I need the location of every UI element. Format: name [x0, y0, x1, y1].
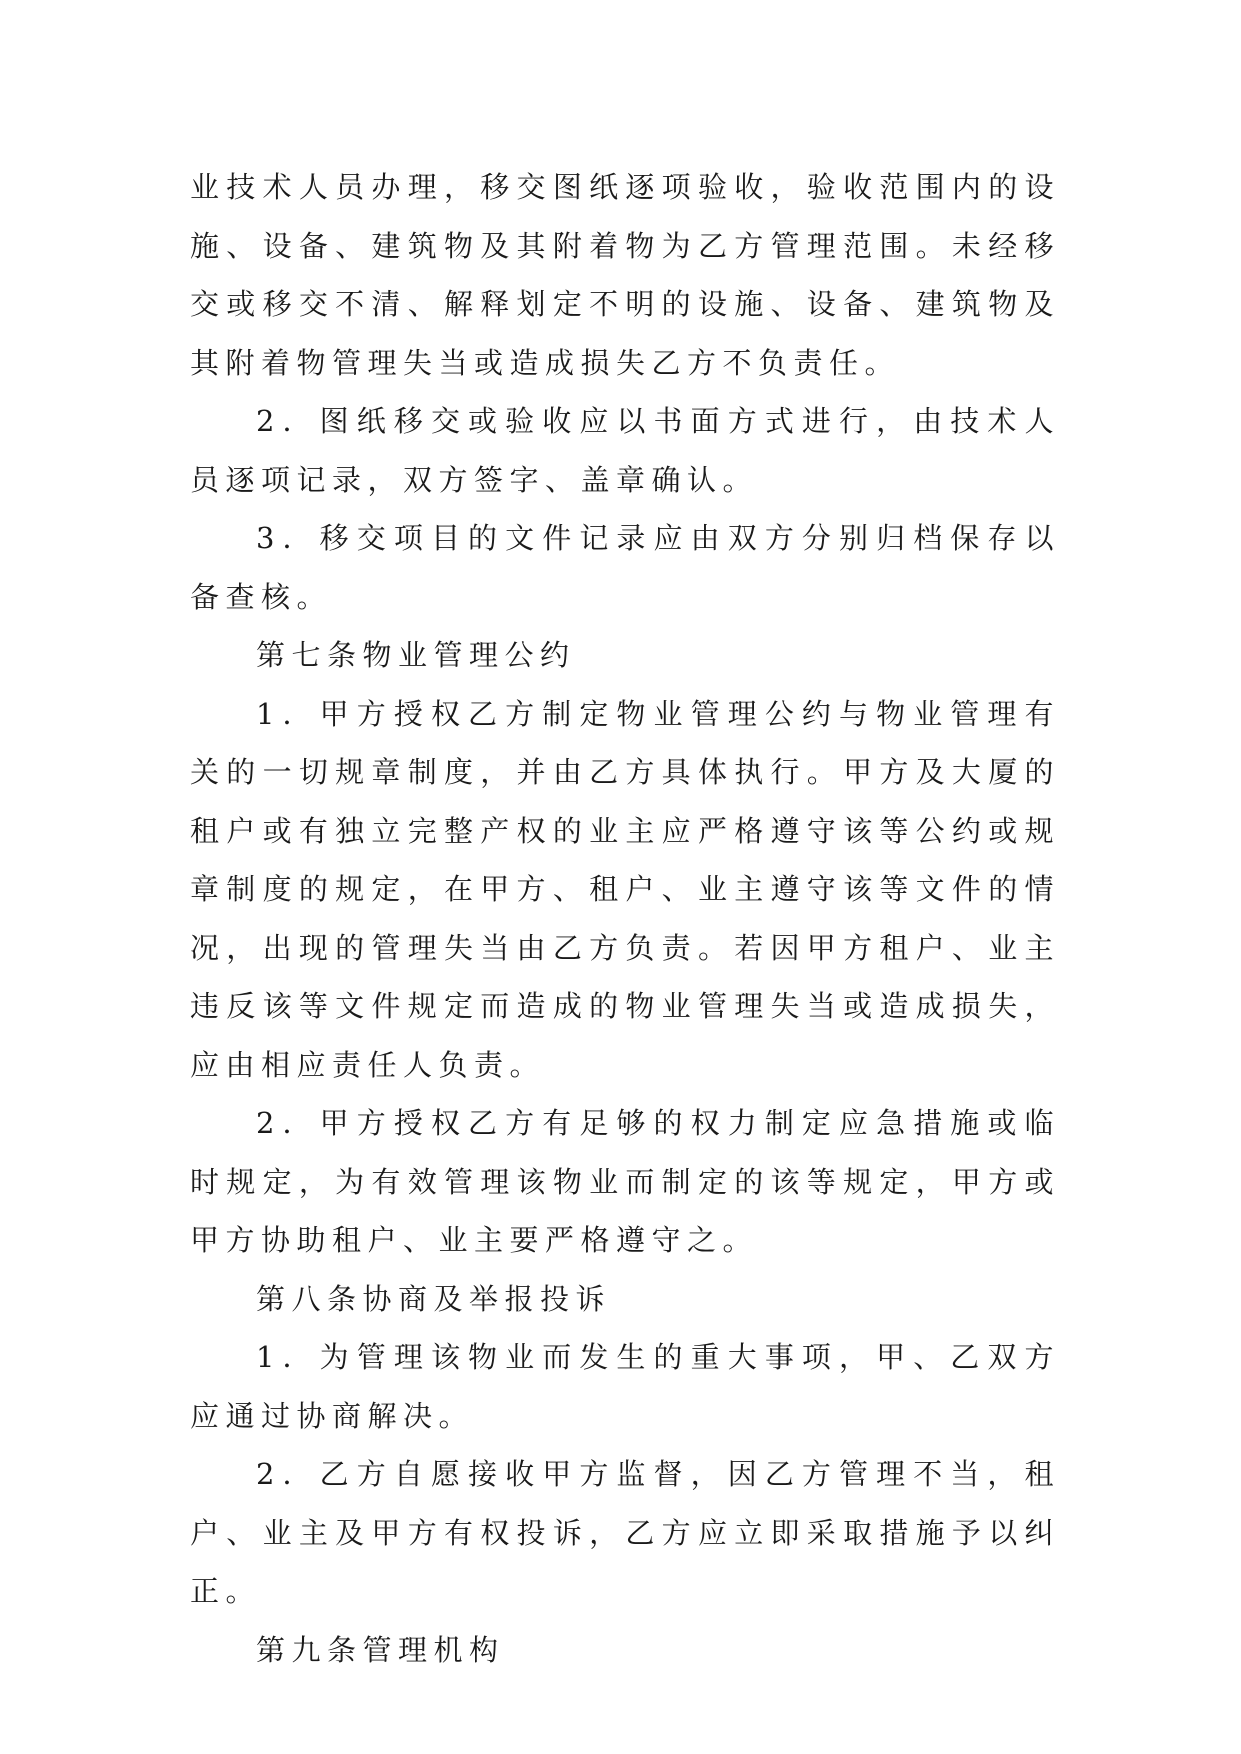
article-8-clause-2: 2．乙方自愿接收甲方监督，因乙方管理不当，租户、业主及甲方有权投诉，乙方应立即采取措施予以纠正。 — [190, 1457, 1060, 1608]
article-7-heading: 第七条物业管理公约 — [256, 638, 576, 672]
article-7-clause-1: 1．甲方授权乙方制定物业管理公约与物业管理有关的一切规章制度，并由乙方具体执行。甲方及大厦的租户或有独立完整产权的业主应严格遵守该等公约或规章制度的规定，在甲方、租户、业主遵守该等文件的情况，出现的管理失当由乙方负责。若因甲方租户、业主违反该等文件规定而造成的物业管理失当或造成损失，应由相应责任人负责。 — [190, 696, 1060, 1082]
paragraph-continuation: 业技术人员办理，移交图纸逐项验收，验收范围内的设施、设备、建筑物及其附着物为乙方管理范围。未经移交或移交不清、解释划定不明的设施、设备、建筑物及其附着物管理失当或造成损失乙方不负责任。 — [190, 170, 1060, 380]
paragraph-clause-2: 2．图纸移交或验收应以书面方式进行，由技术人员逐项记录，双方签字、盖章确认。 — [190, 404, 1060, 497]
article-7-clause-2: 2．甲方授权乙方有足够的权力制定应急措施或临时规定，为有效管理该物业而制定的该等规定，甲方或甲方协助租户、业主要严格遵守之。 — [190, 1106, 1060, 1257]
paragraph-clause-3: 3．移交项目的文件记录应由双方分别归档保存以备查核。 — [190, 521, 1060, 614]
article-9-heading: 第九条管理机构 — [256, 1632, 505, 1667]
document-body — [190, 158, 1060, 1679]
article-8-clause-1: 1．为管理该物业而发生的重大事项，甲、乙双方应通过协商解决。 — [190, 1340, 1060, 1433]
article-8-heading: 第八条协商及举报投诉 — [256, 1281, 612, 1316]
